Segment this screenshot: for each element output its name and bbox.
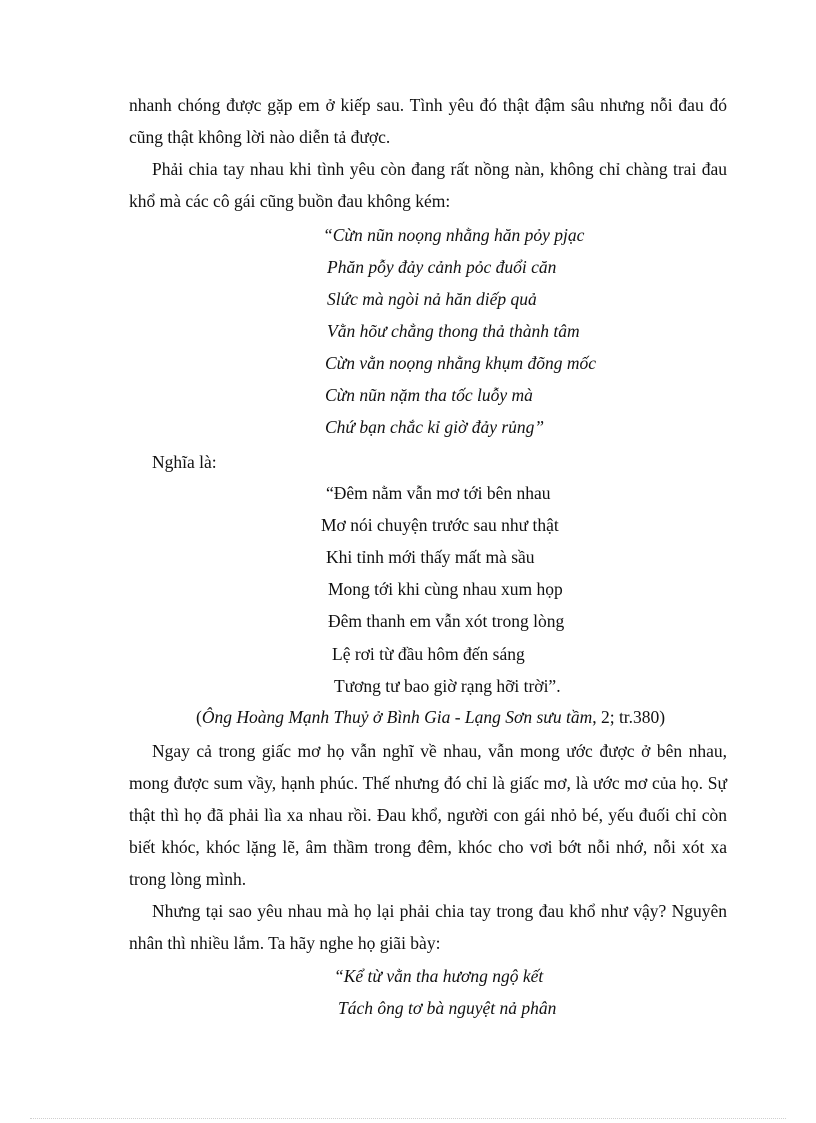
poem-line: Tách ông tơ bà nguyệt nả phân — [338, 998, 557, 1018]
citation-prefix: ( — [196, 707, 202, 727]
page-bottom-divider — [30, 1118, 786, 1119]
poem-line: “Cừn nũn noọng nhằng hăn pỏy pjạc — [323, 225, 585, 245]
paragraph-2 — [129, 153, 727, 217]
meaning-label: Nghĩa là: — [152, 452, 217, 472]
paragraph-4-text: Ngay cả trong giấc mơ họ vẫn nghĩ về nhau, vẫn mong ước được ở bên nhau, mong được sum vầy, hạnh phúc. Thế nhưng đó chỉ là giấc mơ, là ước mơ của họ. Sự thật thì họ đã phải lìa xa nhau rồi. Đau khổ, người con gái nhỏ bé, yếu đuối chỉ còn biết khóc, khóc lặng lẽ, âm thầm trong đêm, khóc cho vơi bớt nỗi nhớ, nỗi xót xa trong lòng mình. — [129, 741, 727, 889]
poem-line: Phăn pỗy đảy cảnh pỏc đuổi căn — [327, 257, 557, 277]
poem-line: Mơ nói chuyện trước sau như thật — [321, 515, 559, 535]
poem-line: Cừn nũn nặm tha tốc luỗy mà — [325, 385, 533, 405]
poem-line: Tương tư bao giờ rạng hỡi trời”. — [334, 676, 561, 696]
citation — [196, 701, 665, 733]
poem-line: Vằn hõư chẳng thong thả thành tâm — [327, 321, 580, 341]
paragraph-1-text: nhanh chóng được gặp em ở kiếp sau. Tình yêu đó thật đậm sâu nhưng nỗi đau đó cũng thật không lời nào diễn tả được. — [129, 95, 727, 147]
paragraph-4 — [129, 735, 727, 895]
poem-line: Lệ rơi từ đầu hôm đến sáng — [332, 644, 525, 664]
citation-source: Ông Hoàng Mạnh Thuỷ ở Bình Gia - Lạng Sơn sưu tầm — [201, 707, 593, 727]
poem-line: “Đêm nằm vẫn mơ tới bên nhau — [326, 483, 551, 503]
poem-line: Chứ bạn chắc kỉ giờ đảy rủng” — [325, 417, 545, 437]
paragraph-5-text: Nhưng tại sao yêu nhau mà họ lại phải chia tay trong đau khổ như vậy? Nguyên nhân thì nhiều lắm. Ta hãy nghe họ giãi bày: — [129, 901, 727, 953]
poem-line: Mong tới khi cùng nhau xum họp — [328, 579, 563, 599]
citation-suffix: , 2; tr.380) — [592, 707, 666, 727]
poem-line: “Kể từ vằn tha hương ngộ kết — [334, 966, 544, 986]
poem-line: Khi tỉnh mới thấy mất mà sầu — [326, 547, 535, 567]
poem-line: Đêm thanh em vẫn xót trong lòng — [328, 611, 565, 631]
poem-line: Cừn vằn noọng nhằng khụm đõng mốc — [325, 353, 597, 373]
paragraph-2-text: Phải chia tay nhau khi tình yêu còn đang rất nồng nàn, không chỉ chàng trai đau khổ mà các cô gái cũng buồn đau không kém: — [129, 159, 727, 211]
paragraph-5 — [129, 895, 727, 959]
poem-line: Slức mà ngòi nả hăn diếp quả — [327, 289, 537, 309]
paragraph-1 — [129, 89, 727, 153]
